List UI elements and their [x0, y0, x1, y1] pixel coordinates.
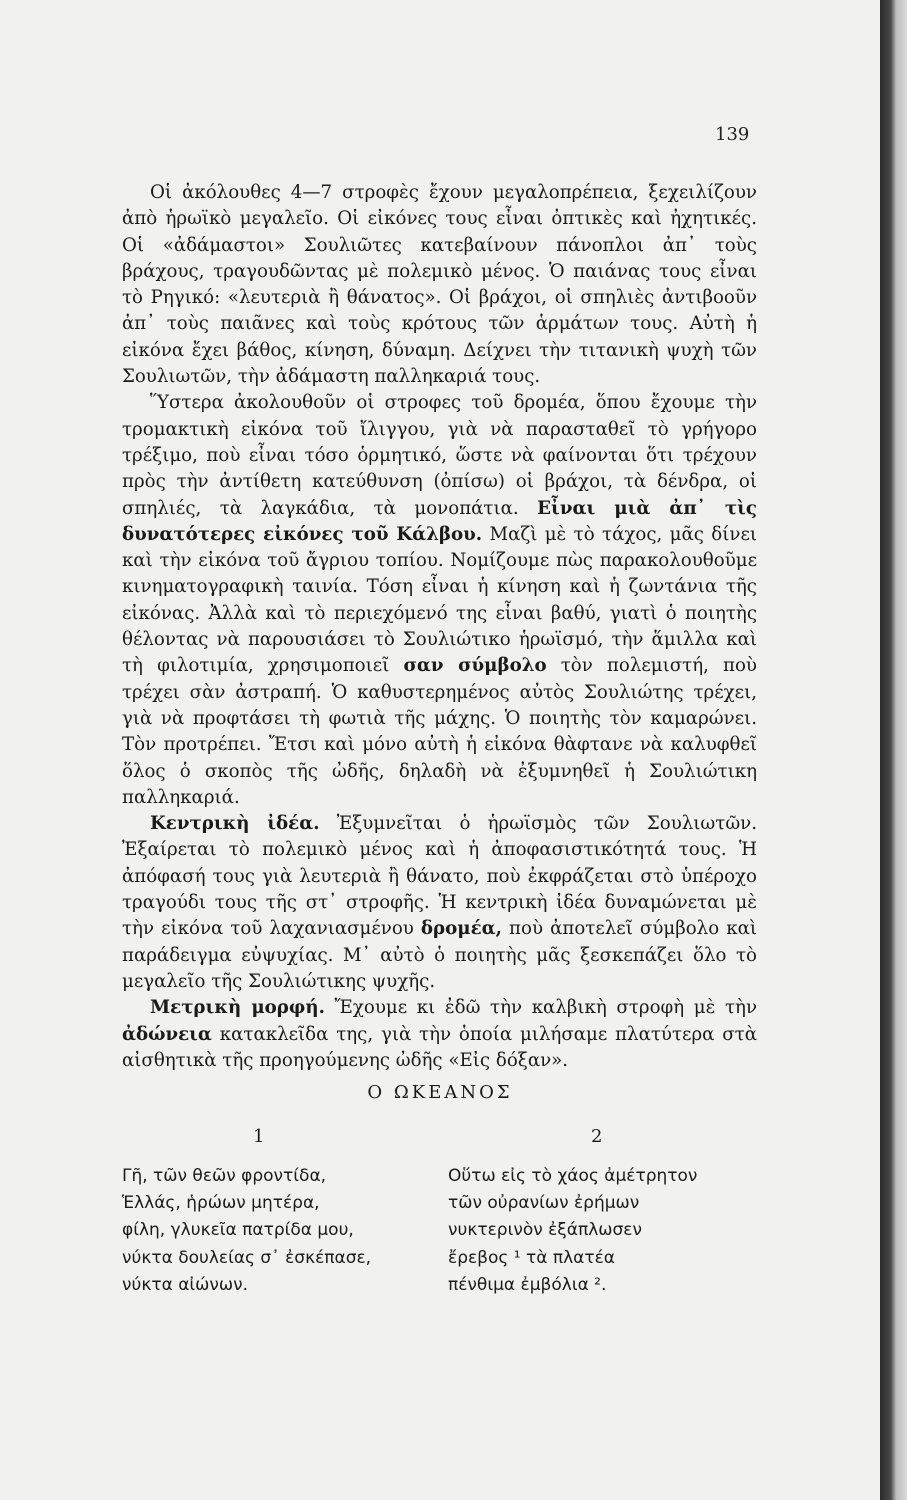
text-segment: Ὕστερα ἀκολουθοῦν οἱ στροφες τοῦ δρομέα, ὅπου ἔχουμε τὴν τρομακτικὴ εἰκόνα τοῦ ἴλιγγου, γιὰ νὰ παρασταθεῖ τὸ γρήγορο τρέξιμο, ποὺ εἶναι τόσο ὁρμητικό, ὥστε νὰ φαίνονται ὅτι τρέχουν πρὸς τὴν ἀντίθετη κατεύθυνση (ὀπίσω) οἱ βράχοι, τὰ δένδρα, οἱ σπηλιές, τὰ λαγκάδια, τὰ μονοπάτια. [122, 392, 757, 519]
text-segment: κατακλεῖδα της, γιὰ τὴν ὁποία μιλήσαμε πλατύτερα στὰ αἰσθητικὰ τῆς προηγούμενης ὠδῆς «Εἰς δόξαν». [122, 1023, 757, 1071]
text-segment: Μαζὶ μὲ τὸ τάχος, μᾶς δίνει καὶ τὴν εἰκόνα τοῦ ἄγριου τοπίου. Νομίζουμε πὼς παρακολουθοῦμε κινηματογραφικὴ ταινία. Τόση εἶναι ἡ κίνηση καὶ ἡ ζωντάνια τῆς εἰκόνας. Ἀλλὰ καὶ τὸ περιεχόμενό της εἶναι βαθύ, γιατὶ ὁ ποιητὴς θέλοντας νὰ παρουσιάσει τὸ Σουλιώτικο ἡρωϊσμό, τὴν ἅμιλλα καὶ τὴ φιλοτιμία, χρησιμοποιεῖ [122, 523, 758, 677]
bold-text-segment: σαν σύμβολο [403, 655, 547, 677]
page-number: 139 [715, 124, 750, 145]
page-edge-shadow [880, 0, 907, 1500]
poem-line: νύκτα αἰώνων. [122, 1274, 249, 1295]
section-heading: Κεντρικὴ ἰδέα. [150, 813, 320, 835]
poem-line: νυκτερινὸν ἐξάπλωσεν [448, 1220, 642, 1241]
poem-line: φίλη, γλυκεῖα πατρίδα μου, [122, 1220, 354, 1241]
poem-title: Ο ΩΚΕΑΝΟΣ [367, 1082, 513, 1103]
paragraph-runner [122, 390, 757, 811]
poem-line: Οὕτω εἰς τὸ χάος ἀμέτρητον [448, 1166, 698, 1186]
text-segment: Ἔχουμε κι ἐδῶ τὴν καλβικὴ στροφὴ μὲ τὴν [324, 997, 757, 1019]
text-segment: Ἐξυμνεῖται ὁ ἡρωϊσμὸς τῶν Σουλιωτῶν. Ἐξαίρεται τὸ πολεμικὸ μένος καὶ ἡ ἀποφασιστικότητά τους. Ἡ ἀπόφασή τους γιὰ λευτεριὰ ἢ θάνατο, ποὺ ἐκφράζεται στὸ ὑπέροχο τραγούδι τους τῆς στ᾿ στροφῆς. Ἡ κεντρικὴ ἰδέα δυναμώνεται μὲ τὴν εἰκόνα τοῦ λαχανιασμένου [122, 813, 757, 940]
paragraph-central-idea [122, 811, 757, 995]
commentary-text [122, 180, 757, 1074]
poem-line: νύκτα δουλείας σ᾿ ἐσκέπασε, [122, 1247, 372, 1268]
paragraph-stanzas-4-7 [122, 180, 757, 390]
text-segment: ποὺ ἀποτελεῖ σύμβολο καὶ παράδειγμα εὐψυχίας. Μ᾿ αὐτὸ ὁ ποιητὴς μᾶς ξεσκεπάζει ὅλο τὸ μεγαλεῖο τῆς Σουλιώτικης ψυχῆς. [122, 918, 757, 992]
bold-text-segment: δρομέα, [420, 918, 502, 940]
bold-text-segment: ἀδώνεια [122, 1023, 212, 1045]
poem-line: πένθιμα ἐμβόλια ². [448, 1274, 607, 1295]
poem-line: Γῆ, τῶν θεῶν φροντίδα, [122, 1166, 327, 1186]
text-segment: Οἱ ἀκόλουθες 4—7 στροφὲς ἔχουν μεγαλοπρέπεια, ξεχειλίζουν ἀπὸ ἡρωϊκὸ μεγαλεῖο. Οἱ εἰκόνες τους εἶναι ὀπτικὲς καὶ ἠχητικές. Οἱ «ἀδάμαστοι» Σουλιῶτες κατεβαίνουν πάνοπλοι ἀπ᾿ τοὺς βράχους, τραγουδῶντας μὲ πολεμικὸ μένος. Ὁ παιάνας τους εἶναι τὸ Ρηγικό: «λευτεριὰ ἢ θάνατος». Οἱ βράχοι, οἱ σπηλιὲς ἀντιβοοῦν ἀπ᾿ τοὺς παιᾶνες καὶ τοὺς κρότους τῶν ἁρμάτων τους. Αὐτὴ ἡ εἰκόνα ἔχει βάθος, κίνηση, δύναμη. Δείχνει τὴν τιτανικὴ ψυχὴ τῶν Σουλιωτῶν, τὴν ἀδάμαστη παλληκαριά τους. [122, 182, 757, 388]
poem-line: Ἑλλάς, ἡρώων μητέρα, [122, 1193, 320, 1214]
stanza-2 [448, 1163, 697, 1299]
stanza-1 [122, 1163, 371, 1299]
paragraph-metric-form [122, 995, 757, 1074]
poem-line: ἔρεβος ¹ τὰ πλατέα [448, 1247, 615, 1268]
section-heading: Μετρικὴ μορφή. [150, 997, 325, 1019]
stanza-number: 1 [253, 1126, 265, 1147]
stanza-number: 2 [591, 1126, 603, 1147]
poem-line: τῶν οὐρανίων ἐρήμων [448, 1193, 640, 1214]
bold-text-segment: Εἶναι μιὰ ἀπ᾿ τὶς δυνατότερες εἰκόνες τοῦ Κάλβου. [122, 497, 757, 545]
text-segment: τὸν πολεμιστή, ποὺ τρέχει σὰν ἀστραπή. Ὁ καθυστερημένος αὐτὸς Σουλιώτης τρέχει, γιὰ νὰ προφτάσει τὴ φωτιὰ τῆς μάχης. Ὁ ποιητὴς τὸν καμαρώνει. Τὸν προτρέπει. Ἔτσι καὶ μόνο αὐτὴ ἡ εἰκόνα θὰφτανε νὰ καλυφθεῖ ὅλος ὁ σκοπὸς τῆς ὠδῆς, δηλαδὴ νὰ ἐξυμνηθεῖ ἡ Σουλιώτικη παλληκαριά. [122, 655, 757, 808]
